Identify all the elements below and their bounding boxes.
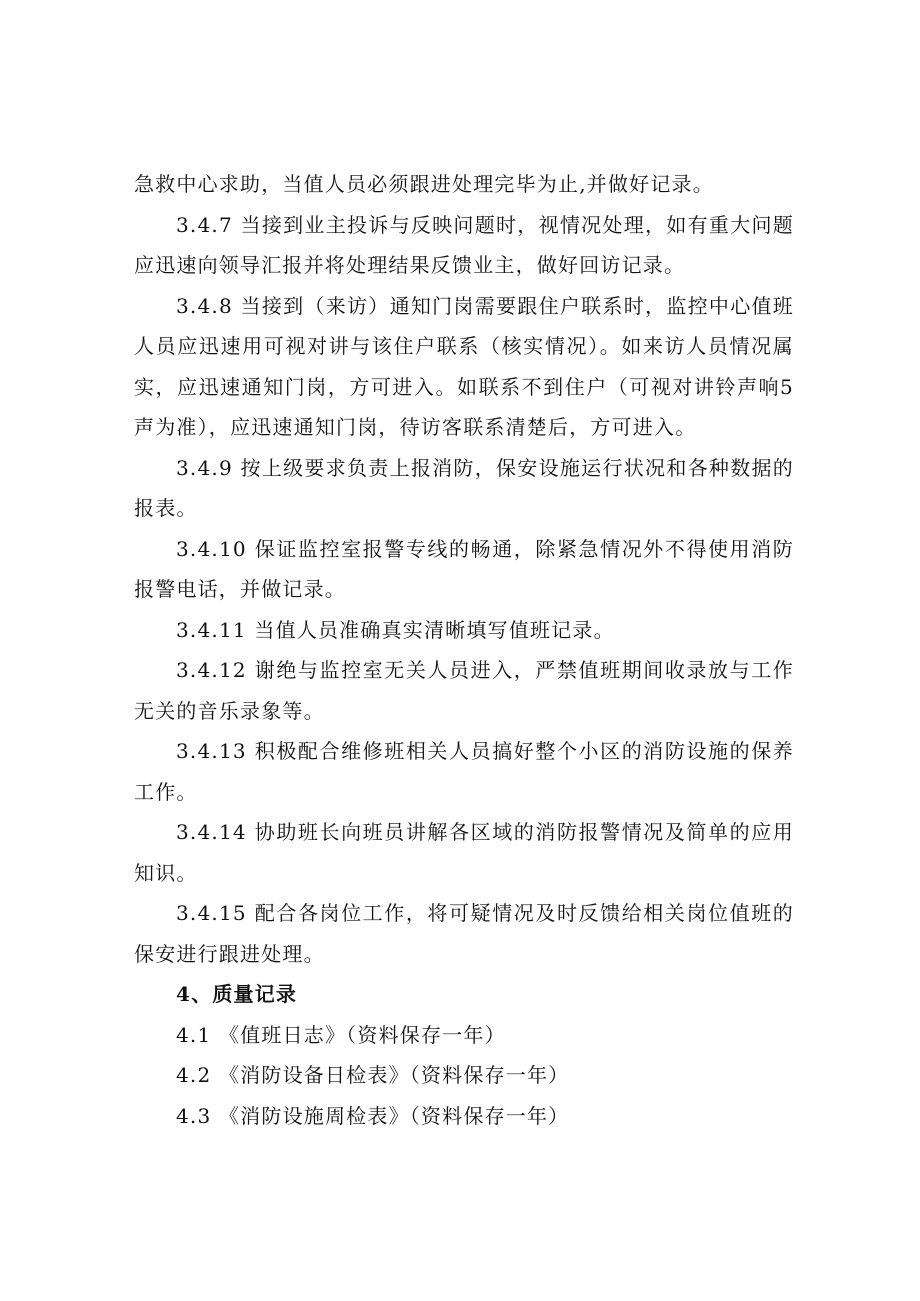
- paragraph-3-4-14: 3.4.14 协助班长向班员讲解各区域的消防报警情况及简单的应用知识。: [134, 820, 794, 885]
- paragraph-3-4-13: 3.4.13 积极配合维修班相关人员搞好整个小区的消防设施的保养工作。: [134, 739, 794, 804]
- record-item-4-3: 4.3 《消防设施周检表》（资料保存一年）: [176, 1103, 570, 1128]
- paragraph-3-4-15: 3.4.15 配合各岗位工作，将可疑情况及时反馈给相关岗位值班的保安进行跟进处理。: [134, 901, 794, 966]
- section-heading-quality-records: 4、质量记录: [176, 982, 298, 1006]
- paragraph-3-4-11: 3.4.11 当值人员准确真实清晰填写值班记录。: [176, 617, 615, 642]
- record-item-4-2: 4.2 《消防设备日检表》（资料保存一年）: [176, 1063, 570, 1087]
- document-page: [134, 164, 794, 1136]
- paragraph-3-4-10: 3.4.10 保证监控室报警专线的畅通，除紧急情况外不得使用消防报警电话，并做记录。: [134, 536, 794, 601]
- paragraph-continuation: 急救中心求助，当值人员必须跟进处理完毕为止,并做好记录。: [134, 172, 714, 196]
- paragraph-3-4-7: 3.4.7 当接到业主投诉与反映问题时，视情况处理，如有重大问题应迅速向领导汇报并将处理结果反馈业主，做好回访记录。: [134, 212, 794, 277]
- paragraph-3-4-8: 3.4.8 当接到（来访）通知门岗需要跟住户联系时，监控中心值班人员应迅速用可视对讲与该住户联系（核实情况）。如来访人员情况属实，应迅速通知门岗，方可进入。如联系不到住户（可视对讲铃声响5声为准），应迅速通知门岗，待访客联系清楚后，方可进入。: [134, 293, 794, 439]
- record-item-4-1: 4.1 《值班日志》（资料保存一年）: [176, 1022, 506, 1047]
- paragraph-3-4-12: 3.4.12 谢绝与监控室无关人员进入，严禁值班期间收录放与工作无关的音乐录象等。: [134, 658, 794, 723]
- paragraph-3-4-9: 3.4.9 按上级要求负责上报消防，保安设施运行状况和各种数据的报表。: [134, 455, 794, 520]
